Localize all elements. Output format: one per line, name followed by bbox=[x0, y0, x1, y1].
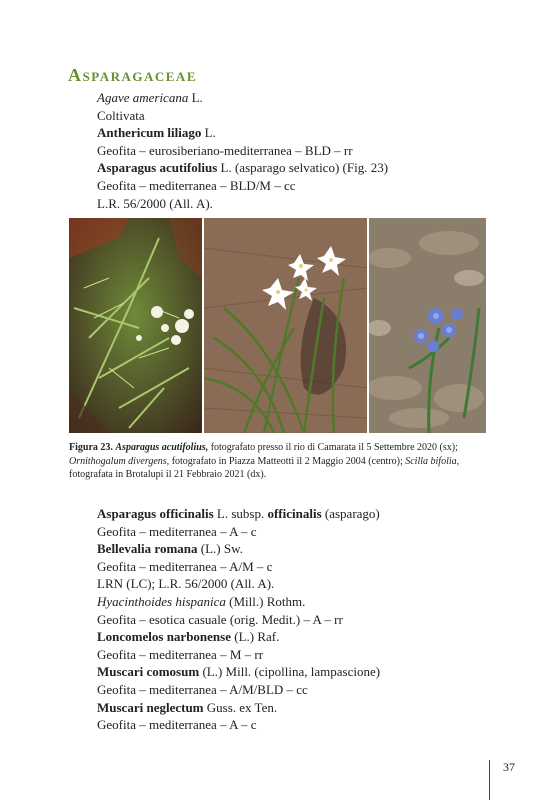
photo-asparagus-acutifolius bbox=[69, 218, 202, 433]
species-author: (asparago) bbox=[321, 506, 380, 521]
species-entry bbox=[97, 593, 380, 611]
description-line: Geofita – mediterranea – A – c bbox=[97, 717, 257, 733]
photo-scilla-bifolia bbox=[369, 218, 486, 433]
species-entry bbox=[97, 124, 388, 142]
species-name: Agave americana bbox=[97, 90, 189, 105]
species-author: (Mill.) Rothm. bbox=[229, 593, 306, 609]
figure-23 bbox=[69, 218, 486, 433]
species-entry bbox=[97, 505, 380, 523]
family-heading: Asparagaceae bbox=[68, 65, 197, 85]
caption-text-1: fotografato presso il rio di Camarata il 5 Settembre 2020 (sx); bbox=[208, 442, 458, 453]
description-line: Geofita – mediterranea – BLD/M – cc bbox=[97, 177, 296, 193]
species-name: Asparagus officinalis bbox=[97, 506, 214, 521]
species-entry bbox=[97, 159, 388, 177]
description-line: LRN (LC); L.R. 56/2000 (All. A). bbox=[97, 576, 275, 592]
species-list-bottom bbox=[97, 505, 380, 734]
caption-species-1: Asparagus acutifolius, bbox=[115, 442, 209, 453]
species-author: (L.) Raf. bbox=[234, 629, 280, 645]
figure-caption bbox=[69, 441, 489, 482]
species-name: Muscari comosum bbox=[97, 664, 200, 680]
species-entry bbox=[97, 89, 388, 107]
caption-text-3: , fotografata in Brotalupi il 21 Febbraio 2021 (dx). bbox=[69, 455, 460, 481]
photo-ornithogalum-divergens bbox=[204, 218, 367, 433]
description-line: Geofita – mediterranea – M – rr bbox=[97, 646, 264, 662]
species-author: L. subsp. bbox=[213, 506, 268, 521]
species-author: L. bbox=[204, 125, 216, 141]
caption-species-3: Scilla bifolia bbox=[405, 455, 457, 467]
description-line: Geofita – esotica casuale (orig. Medit.) – A – rr bbox=[97, 611, 343, 627]
species-author: L. bbox=[191, 90, 203, 105]
description-line: Geofita – eurosiberiano-mediterranea – BLD – rr bbox=[97, 142, 353, 158]
species-name: Hyacinthoides hispanica bbox=[97, 593, 226, 609]
species-entry bbox=[97, 628, 380, 646]
species-name: officinalis bbox=[267, 506, 322, 521]
page-number: 37 bbox=[503, 760, 515, 774]
species-entry bbox=[97, 699, 380, 717]
species-author: Guss. ex Ten. bbox=[206, 699, 278, 715]
description-line: L.R. 56/2000 (All. A). bbox=[97, 195, 213, 211]
species-author: L. (asparago selvatico) (Fig. 23) bbox=[220, 160, 389, 176]
description-line: Geofita – mediterranea – A – c bbox=[97, 523, 257, 539]
species-name: Muscari neglectum bbox=[97, 699, 204, 715]
species-author: (L.) Mill. (cipollina, lampascione) bbox=[202, 664, 381, 680]
species-name: Asparagus acutifolius bbox=[97, 160, 218, 176]
description-line: Geofita – mediterranea – A/M/BLD – cc bbox=[97, 681, 308, 697]
species-author: (L.) Sw. bbox=[200, 541, 243, 557]
page-divider bbox=[489, 760, 490, 800]
figure-label: Figura 23. bbox=[69, 442, 113, 453]
species-name: Anthericum liliago bbox=[97, 125, 202, 141]
caption-species-2: Ornithogalum divergens, bbox=[69, 455, 170, 467]
species-name: Loncomelos narbonense bbox=[97, 629, 231, 645]
description-line: Geofita – mediterranea – A/M – c bbox=[97, 558, 273, 574]
caption-text-2: fotografato in Piazza Matteotti il 2 Maggio 2004 (centro); bbox=[169, 455, 406, 467]
description-line: Coltivata bbox=[97, 107, 145, 123]
species-entry bbox=[97, 540, 380, 558]
species-list-top bbox=[97, 89, 388, 212]
species-name: Bellevalia romana bbox=[97, 541, 198, 557]
species-entry bbox=[97, 663, 380, 681]
